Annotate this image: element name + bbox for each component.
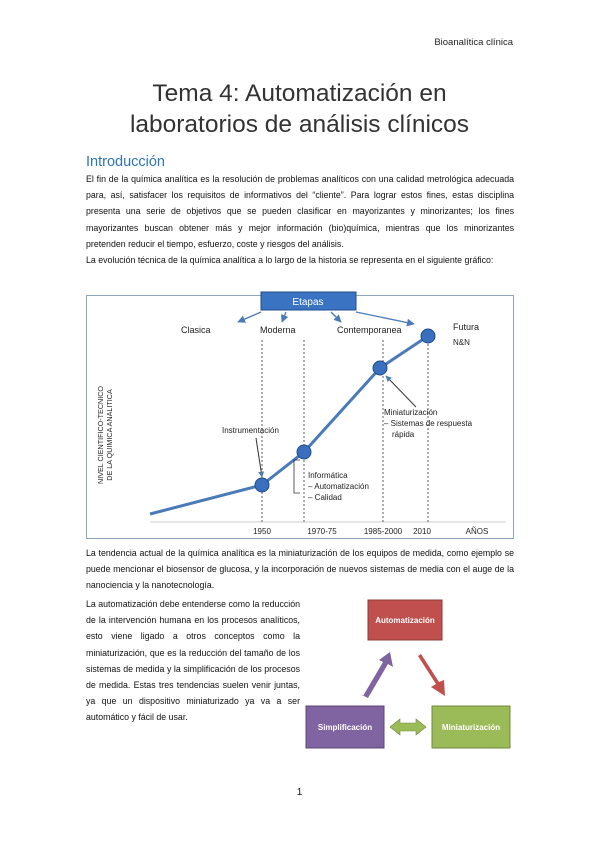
node-miniaturizacion-label: Miniaturización	[441, 723, 501, 732]
x-tick: 2010	[413, 527, 431, 536]
trend-paragraph: La tendencia actual de la química analítica es la miniaturización de los equipos de medida, como ejemplo se puede mencionar el biosensor de glucosa, y la incorporación de nuevos sistemas de media con el auge de la nanociencia y la nanotecnología.	[86, 548, 514, 591]
trends-cycle-diagram	[302, 596, 514, 756]
arrow-automatizacion-miniaturizacion	[418, 652, 445, 696]
automation-paragraph: La automatización debe entenderse como la reducción de la intervención humana en los procesos analíticos, esto viene ligado a otros conceptos como la miniaturización, que es la reducción del tamaño de los sistemas de medida y la simplificación de los procesos de medida. Estas tres tendencias suelen venir juntas, ya que un dispositivo miniaturizado ya va a ser automático y fácil de usar.	[86, 599, 300, 723]
milestone-dot-1970	[297, 445, 311, 459]
arrow-simplificacion-automatizacion	[360, 652, 393, 698]
era-label: Clasica	[181, 325, 211, 335]
annotation-sistemas-1: – Sistemas de respuesta	[384, 419, 473, 428]
x-tick: 1985-2000	[363, 527, 403, 536]
x-tick: 1970-75	[307, 527, 337, 536]
intro-paragraph: El fin de la química analítica es la resolución de problemas analíticos con una calidad metrológica adecuada para, así, satisfacer los requisitos de informativos del “cliente”. Para lograr estos fines, estas disciplina presenta una serie de objetivos que se pueden clasificar en mayorizantes y minorizantes; los fines mayorizantes buscan obtener más y mejor información (bio)química, mientras que los minorizantes pretenden reducir el tiempo, esfuerzo, coste y riesgos del análisis.	[86, 174, 514, 249]
graph-intro-paragraph: La evolución técnica de la química analítica a lo largo de la historia se representa en el siguiente gráfico:	[86, 255, 494, 265]
page-title	[0, 78, 599, 140]
era-label: Futura	[453, 322, 480, 332]
title-line-2: laboratorios de análisis clínicos	[129, 111, 470, 138]
annotation-sistemas-2: rápida	[392, 430, 415, 439]
etapas-label: Etapas	[292, 297, 324, 308]
annotation-calidad: – Calidad	[308, 493, 342, 502]
page-number: 1	[296, 787, 303, 798]
running-header: Bioanalítica clínica	[434, 37, 513, 48]
arrow-simplificacion-miniaturizacion	[390, 719, 426, 735]
y-axis-label-line2: DE LA QUIMICA ANALITICA	[105, 389, 114, 481]
milestone-dot-2010	[421, 329, 435, 343]
evolution-figure	[86, 290, 514, 540]
nn-label: N&N	[453, 338, 470, 347]
x-axis-label: AÑOS	[465, 527, 489, 536]
annotation-miniaturizacion: Miniaturización	[384, 408, 438, 417]
annotation-automatizacion: – Automatización	[308, 482, 369, 491]
section-heading: Introducción	[86, 154, 165, 170]
era-label: Moderna	[260, 325, 296, 335]
figure-frame	[87, 296, 514, 539]
y-axis-label-line1: NIVEL CIENTIFICO-TECNICO	[96, 386, 105, 484]
milestone-dot-1985	[373, 361, 387, 375]
title-line-1: Tema 4: Automatización en	[152, 80, 447, 107]
milestone-dot-1950	[255, 478, 269, 492]
era-label: Contemporanea	[337, 325, 402, 335]
annotation-instrumentacion: Instrumentación	[222, 426, 279, 435]
node-automatizacion-label: Automatización	[375, 616, 435, 625]
x-tick: 1950	[253, 527, 271, 536]
node-simplificacion-label: Simplificación	[317, 723, 373, 732]
annotation-informatica: Informática	[308, 471, 348, 480]
